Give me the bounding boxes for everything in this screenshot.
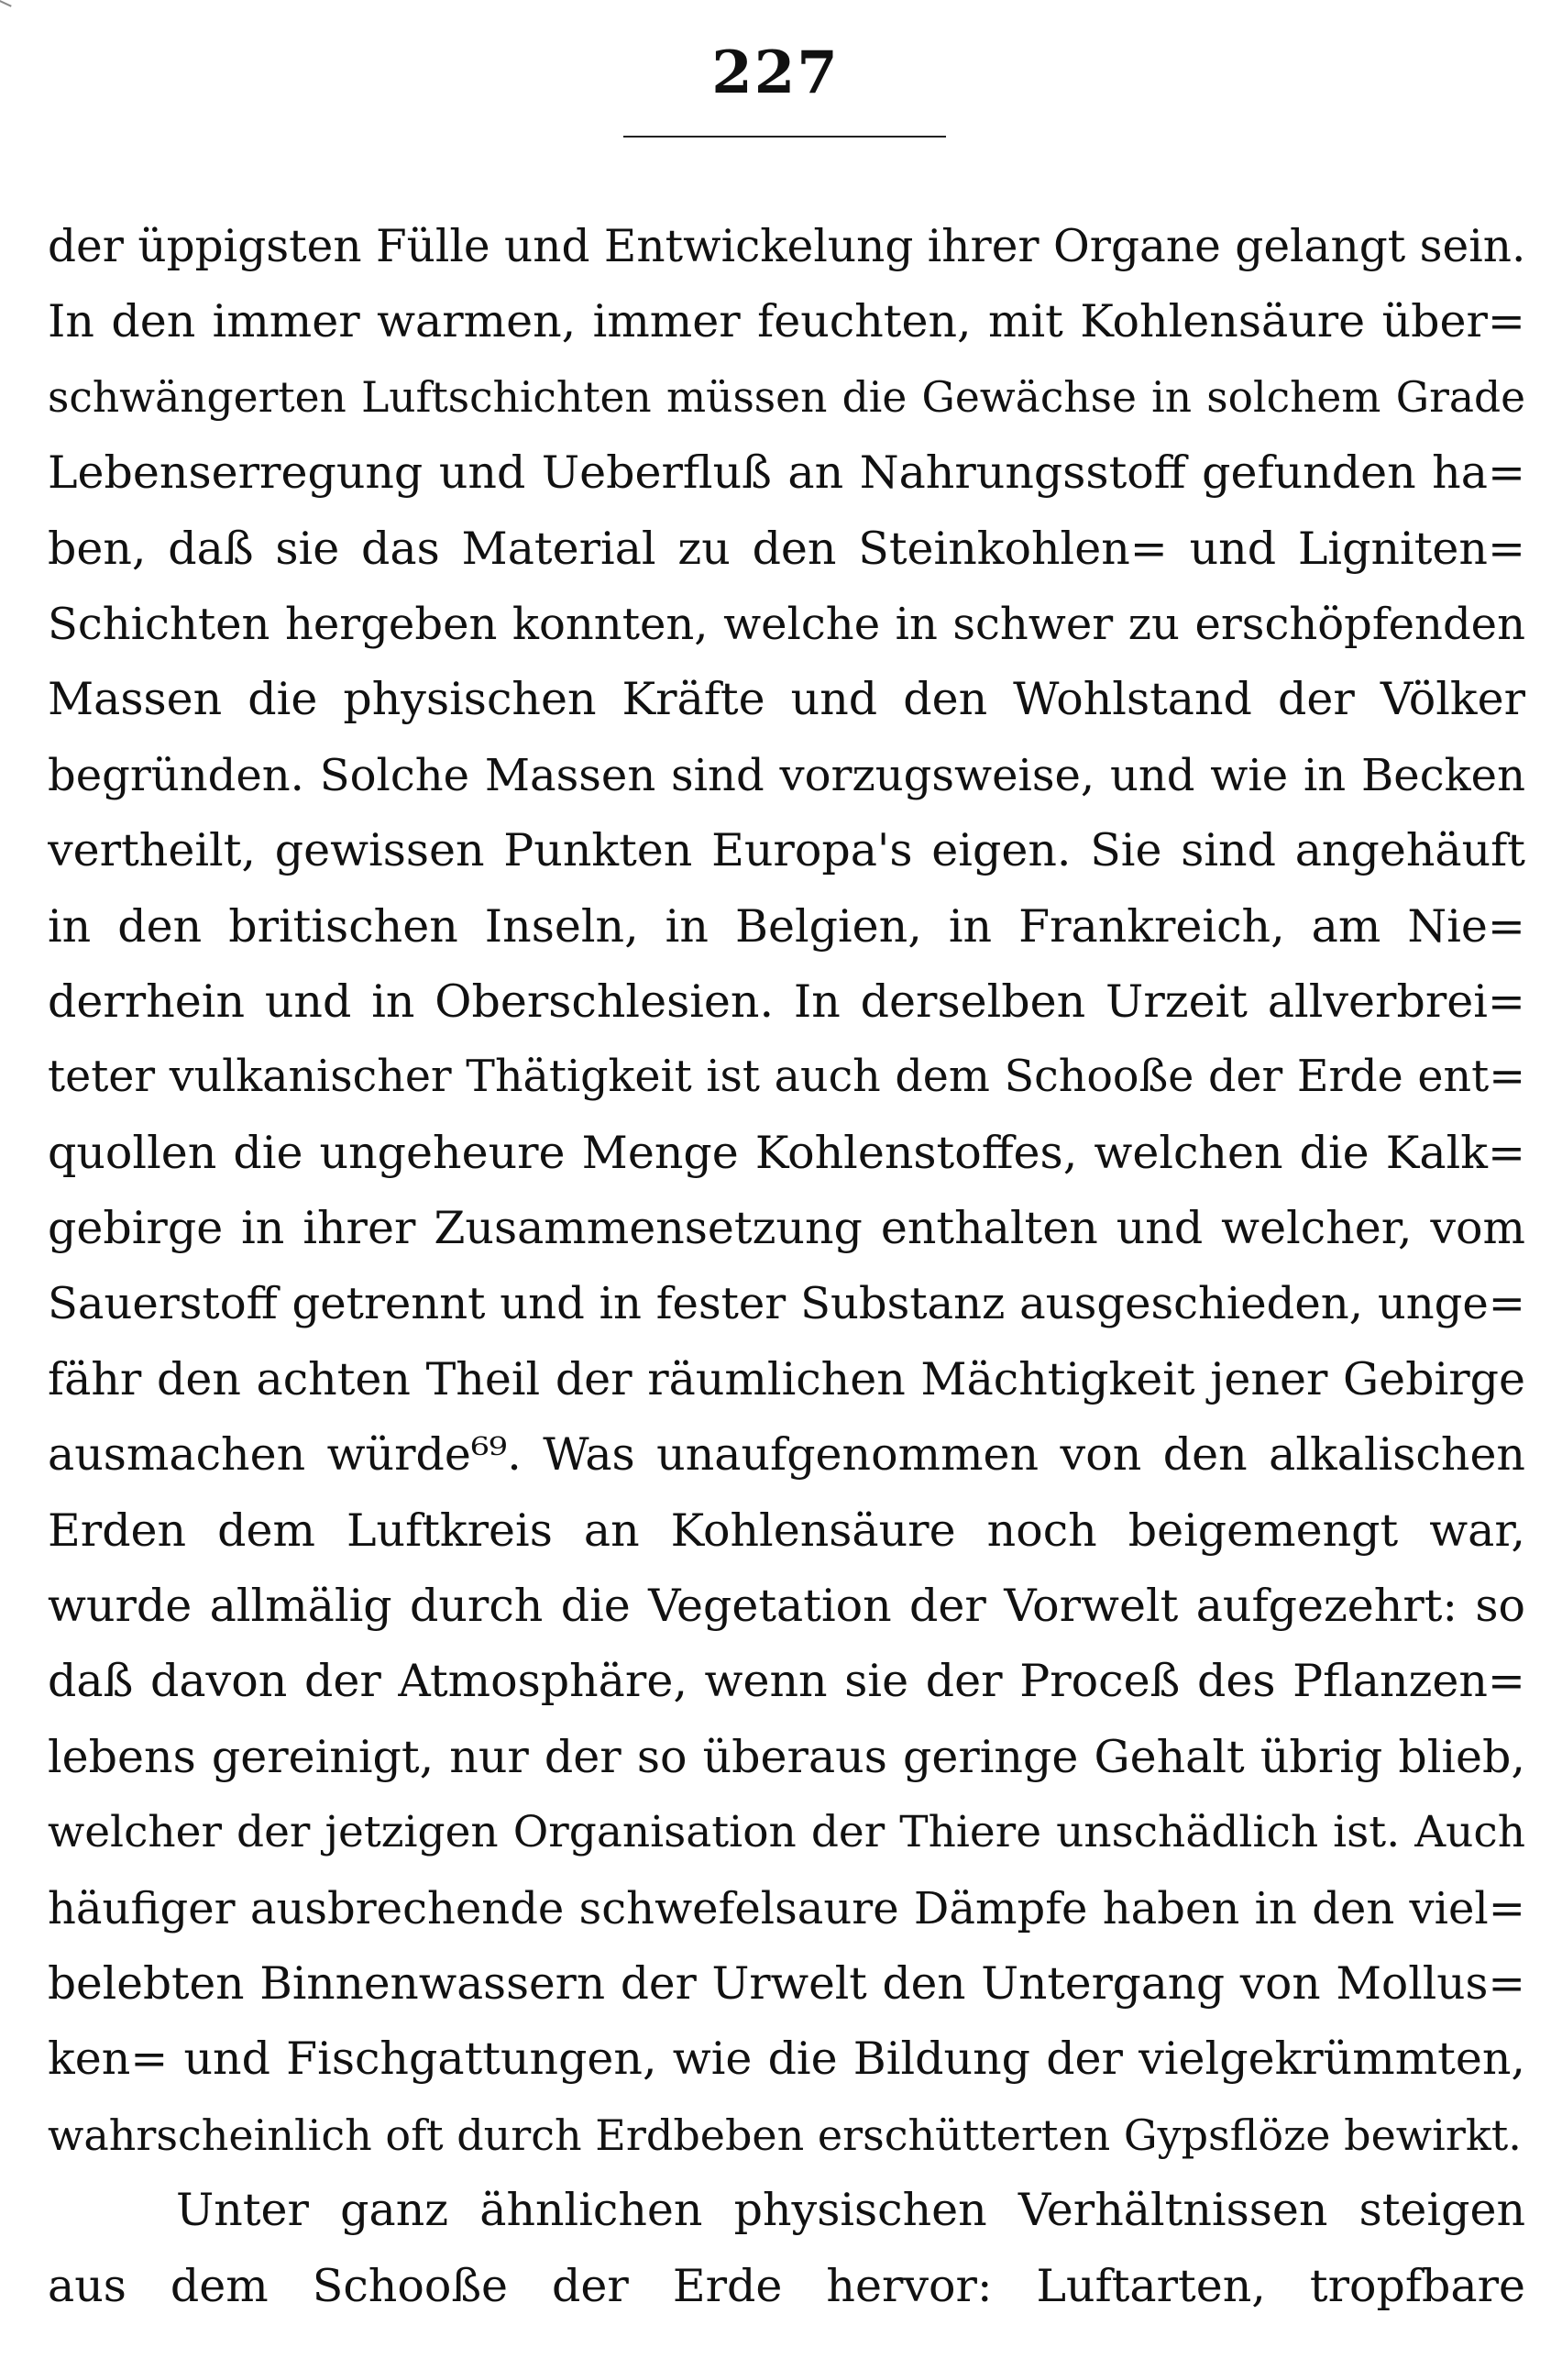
text-line: Lebenserregung und Ueberfluß an Nahrungsstoff gefunden ha=: [48, 446, 1525, 500]
text-line: quollen die ungeheure Menge Kohlenstoffes, welchen die Kalk=: [48, 1126, 1525, 1179]
text-line: daß davon der Atmosphäre, wenn sie der Proceß des Pflanzen=: [48, 1655, 1525, 1708]
text-line: aus dem Schooße der Erde hervor: Luftarten, tropfbare: [48, 2259, 1525, 2312]
text-line: belebten Binnenwassern der Urwelt den Untergang von Mollus=: [48, 1957, 1525, 2010]
text-line: teter vulkanischer Thätigkeit ist auch dem Schooße der Erde ent=: [48, 1052, 1525, 1103]
text-line: in den britischen Inseln, in Belgien, in Frankreich, am Nie=: [48, 899, 1525, 953]
text-line: wurde allmälig durch die Vegetation der Vorwelt aufgezehrt: so: [48, 1580, 1525, 1633]
body-text: [48, 209, 1525, 2324]
text-line: Massen die physischen Kräfte und den Wohlstand der Völker: [48, 673, 1525, 726]
text-line: Erden dem Luftkreis an Kohlensäure noch beigemengt war,: [48, 1504, 1525, 1557]
text-line: derrhein und in Oberschlesien. In derselben Urzeit allverbrei=: [48, 975, 1525, 1028]
text-line: lebens gereinigt, nur der so überaus geringe Gehalt übrig blieb,: [48, 1730, 1525, 1783]
text-line: wahrscheinlich oft durch Erdbeben erschütterten Gypsflöze bewirkt.: [48, 2110, 1522, 2160]
scan-mark: [0, 0, 12, 16]
text-line: welcher der jetzigen Organisation der Thiere unschädlich ist. Auch: [48, 1807, 1525, 1858]
text-line: häufiger ausbrechende schwefelsaure Dämpfe haben in den viel=: [48, 1882, 1525, 1934]
header-rule: [623, 136, 946, 138]
text-line: fähr den achten Theil der räumlichen Mächtigkeit jener Gebirge: [48, 1352, 1525, 1405]
text-line: Sauerstoff getrennt und in fester Substanz ausgeschieden, unge=: [48, 1278, 1525, 1330]
text-line: vertheilt, gewissen Punkten Europa's eigen. Sie sind angehäuft: [48, 824, 1525, 877]
page-number: 227: [711, 39, 840, 107]
text-line: In den immer warmen, immer feuchten, mit Kohlensäure über=: [48, 295, 1525, 348]
text-line: gebirge in ihrer Zusammensetzung enthalten und welcher, vom: [48, 1202, 1525, 1255]
text-line: ausmachen würde⁶⁹. Was unaufgenommen von den alkalischen: [48, 1428, 1525, 1482]
text-line: Unter ganz ähnlichen physischen Verhältnissen steigen: [176, 2184, 1525, 2237]
text-line: der üppigsten Fülle und Entwickelung ihrer Organe gelangt sein.: [48, 221, 1525, 272]
text-line: ken= und Fischgattungen, wie die Bildung der vielgekrümmten,: [48, 2033, 1525, 2086]
text-line: schwängerten Luftschichten müssen die Gewächse in solchem Grade: [48, 372, 1525, 422]
text-line: ben, daß sie das Material zu den Steinkohlen= und Ligniten=: [48, 522, 1525, 575]
text-line: Schichten hergeben konnten, welche in schwer zu erschöpfenden: [48, 598, 1525, 650]
text-line: begründen. Solche Massen sind vorzugsweise, und wie in Becken: [48, 749, 1525, 801]
